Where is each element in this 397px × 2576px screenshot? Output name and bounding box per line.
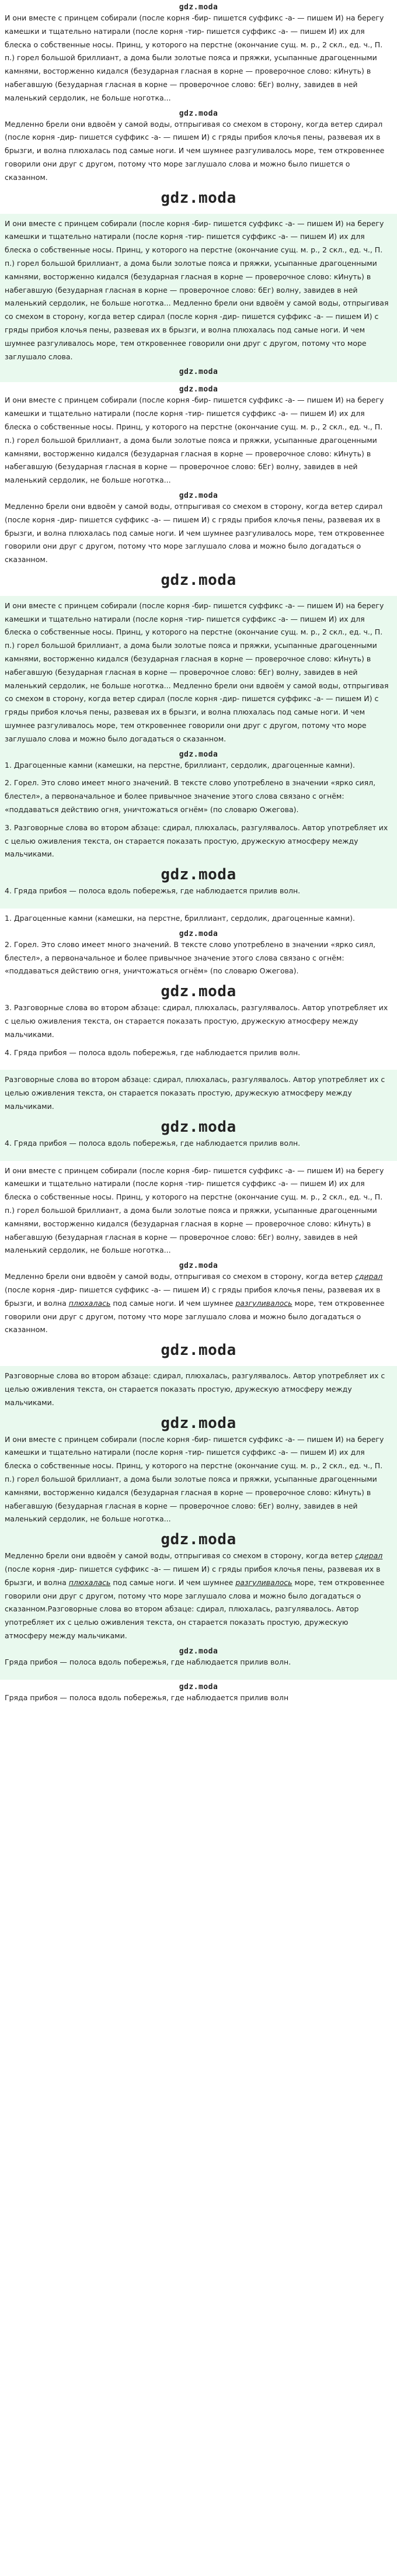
answer-block-2 bbox=[0, 214, 397, 383]
answer-block-4 bbox=[0, 596, 397, 909]
paragraph: Медленно брели они вдвоём у самой воды, отпрыгивая со смехом в сторону, когда ветер сдирал (после корня -дир- пишется суффикс -а- — пишем И) с гряды прибоя клочья пены, развевая их в брызги, и волна плюхалась под самые ноги. И чем шумнее разгуливалось море, тем откровеннее говорили они друг с другом, потому что море заглушало слова и можно было пишется о сказанном. bbox=[5, 119, 385, 182]
answer-block-6 bbox=[0, 1070, 397, 1160]
handwritten-word: разгуливалось bbox=[235, 1578, 292, 1587]
paragraph: Гряда прибоя — полоса вдоль побережья, где наблюдается прилив волн. bbox=[5, 1657, 291, 1666]
paragraph: И они вместе с принцем собирали (после корня -бир- пишется суффикс -а- — пишем И) на берегу камешки и тщательно натирали (после корня -тир- пишется суффикс -а- — пишем И) их для блеска о собственные носы. Принц, у которого на перстне (окончание сущ. м. р., 2 скл., ед. ч., П. п.) горел большой бриллиант, а дома были золотые пояса и пряжки, усыпанные драгоценными камнями, восторженно кидался (безударная гласная в корне — проверочное слово: кИнуть) в набегавшую (безударная гласная в корне — проверочное слово: бЕг) волну, завидев в ней маленький сердолик, не больше ноготка... Медленно брели они вдвоём у самой воды, отпрыгивая со смехом в сторону, когда ветер сдирал (после корня -дир- пишется суффикс -а- — пишем И) с гряды прибоя клочья пены, развевая их в брызги, и волна плюхалась под самые ноги. И чем шумнее разгуливалось море, тем откровеннее говорили они друг с другом, потому что море заглушало слова. bbox=[5, 219, 389, 361]
watermark: gdz.moda bbox=[179, 750, 218, 759]
paragraph bbox=[5, 1270, 392, 1337]
handwritten-word: сдирал bbox=[355, 1272, 383, 1281]
watermark: gdz.moda bbox=[179, 491, 218, 500]
watermark: gdz.moda bbox=[179, 1682, 218, 1691]
paragraph: И они вместе с принцем собирали (после корня -бир- пишется суффикс -а- — пишем И) на берегу камешки и тщательно натирали (после корня -тир- пишется суффикс -а- — пишем И) их для блеска о собственные носы. Принц, у которого на перстне (окончание сущ. м. р., 2 скл., ед. ч., П. п.) горел большой бриллиант, а дома были золотые пояса и пряжки, усыпанные драгоценными камнями, восторженно кидался (безударная гласная в корне — проверочное слово: кИнуть) в набегавшую (безударная гласная в корне — проверочное слово: бЕг) волну, завидев в ней маленький сердолик, не больше ноготка... bbox=[5, 1166, 384, 1255]
paragraph: 1. Драгоценные камни (камешки, на перстне, бриллиант, сердолик, драгоценные камни). bbox=[5, 760, 355, 769]
answer-block-8 bbox=[0, 1366, 397, 1679]
answer-block-1 bbox=[0, 0, 397, 214]
watermark: gdz.moda bbox=[161, 571, 236, 589]
handwritten-word: сдирал bbox=[355, 1551, 383, 1561]
paragraph: И они вместе с принцем собирали (после корня -бир- пишется суффикс -а- — пишем И) на берегу камешки и тщательно натирали (после корня -тир- пишется суффикс -а- — пишем И) их для блеска о собственные носы. Принц, у которого на перстне (окончание сущ. м. р., 2 скл., ед. ч., П. п.) горел большой бриллиант, а дома были золотые пояса и пряжки, усыпанные драгоценными камнями, восторженно кидался (безударная гласная в корне — проверочное слово: кИнуть) в набегавшую (безударная гласная в корне — проверочное слово: бЕг) волну, завидев в ней маленький сердолик, не больше ноготка... Медленно брели они вдвоём у самой воды, отпрыгивая со смехом в сторону, когда ветер сдирал (после корня -дир- пишется суффикс -а- — пишем И) с гряды прибоя клочья пены, развевая их в брызги, и волна плюхалась под самые ноги. И чем шумнее разгуливалось море, тем откровеннее говорили они друг с другом, потому что море заглушало слова и можно было догадаться о сказанном. bbox=[5, 601, 389, 743]
handwritten-word: плюхалась bbox=[68, 1298, 111, 1308]
paragraph: 4. Гряда прибоя — полоса вдоль побережья, где наблюдается прилив волн. bbox=[5, 886, 301, 896]
paragraph: И они вместе с принцем собирали (после корня -бир- пишется суффикс -а- — пишем И) на берегу камешки и тщательно натирали (после корня -тир- пишется суффикс -а- — пишем И) их для блеска о собственные носы. Принц, у которого на перстне (окончание сущ. м. р., 2 скл., ед. ч., П. п.) горел большой бриллиант, а дома были золотые пояса и пряжки, усыпанные драгоценными камнями, восторженно кидался (безударная гласная в корне — проверочное слово: кИнуть) в набегавшую (безударная гласная в корне — проверочное слово: бЕг) волну, завидев в ней маленький сердолик, не больше ноготка... bbox=[5, 1434, 384, 1524]
paragraph: 2. Горел. Это слово имеет много значений. В тексте слово употреблено в значении «ярко сиял, блестел», а первоначальное и более привычное значение этого слова связано с огнём: «поддаваться действию огня, уничтожаться огнём» (по словарю Ожегова). bbox=[5, 939, 376, 976]
paragraph: 3. Разговорные слова во втором абзаце: сдирал, плюхалась, разгулявалось. Автор употребляет их с целью оживления текста, он старается показать простую, дружескую атмосферу между мальчиками. bbox=[5, 1003, 388, 1039]
paragraph: 2. Горел. Это слово имеет много значений. В тексте слово употреблено в значении «ярко сиял, блестел», а первоначальное и более привычное значение этого слова связано с огнём: «поддаваться действию огня, уничтожаться огнём» (по словарю Ожегова). bbox=[5, 778, 376, 814]
paragraph: 4. Гряда прибоя — полоса вдоль побережья, где наблюдается прилив волн. bbox=[5, 1138, 301, 1147]
watermark: gdz.moda bbox=[161, 1118, 236, 1136]
answer-block-7 bbox=[0, 1161, 397, 1367]
watermark: gdz.moda bbox=[179, 367, 218, 377]
text-span: под самые ноги. И чем шумнее bbox=[110, 1298, 236, 1308]
watermark: gdz.moda bbox=[179, 1261, 218, 1271]
answer-block-3 bbox=[0, 382, 397, 596]
watermark: gdz.moda bbox=[161, 983, 236, 1001]
paragraph: Разговорные слова во втором абзаце: сдирал, плюхалась, разгулявалось. Автор употребляет их с целью оживления текста, он старается показать простую, дружескую атмосферу между мальчиками. bbox=[5, 1371, 385, 1407]
watermark: gdz.moda bbox=[179, 929, 218, 938]
paragraph bbox=[5, 1549, 392, 1643]
text-span: Медленно брели они вдвоём у самой воды, отпрыгивая со смехом в сторону, когда ветер bbox=[5, 1551, 356, 1561]
text-span: (после корня -дир- пишется суффикс -а- — пишем И) с гряды прибоя клочья пены, развевая их в брызги, и волна bbox=[5, 1285, 381, 1308]
watermark: gdz.moda bbox=[179, 109, 218, 118]
text-span: море, тем откровеннее говорили они друг с другом, потому что море заглушало слова и можно было догадаться о сказанном. bbox=[5, 1298, 385, 1334]
paragraph: 1. Драгоценные камни (камешки, на перстне, бриллиант, сердолик, драгоценные камни). bbox=[5, 914, 355, 923]
handwritten-word: разгуливалось bbox=[235, 1298, 292, 1308]
paragraph: Медленно брели они вдвоём у самой воды, отпрыгивая со смехом в сторону, когда ветер сдирал (после корня -дир- пишется суффикс -а- — пишем И) с гряды прибоя клочья пены, развевая их в брызги, и волна плюхалась под самые ноги. И чем шумнее разгуливалось море, тем откровеннее говорили они друг с другом, потому что море заглушало слова и можно было догадаться о сказанном. bbox=[5, 501, 385, 564]
answer-block-9 bbox=[0, 1680, 397, 1715]
watermark: gdz.moda bbox=[161, 189, 236, 207]
text-span: (после корня -дир- пишется суффикс -а- — пишем И) с гряды прибоя клочья пены, развевая их в брызги, и волна bbox=[5, 1564, 381, 1587]
watermark: gdz.moda bbox=[161, 866, 236, 884]
paragraph: И они вместе с принцем собирали (после корня -бир- пишется суффикс -а- — пишем И) на берегу камешки и тщательно натирали (после корня -тир- пишется суффикс -а- — пишем И) их для блеска о собственные носы. Принц, у которого на перстне (окончание сущ. м. р., 2 скл., ед. ч., П. п.) горел большой бриллиант, а дома были золотые пояса и пряжки, усыпанные драгоценными камнями, восторженно кидался (безударная гласная в корне — проверочное слово: кИнуть) в набегавшую (безударная гласная в корне — проверочное слово: бЕг) волну, завидев в ней маленький сердолик, не больше ноготка... bbox=[5, 396, 384, 485]
text-span: Медленно брели они вдвоём у самой воды, отпрыгивая со смехом в сторону, когда ветер bbox=[5, 1272, 356, 1281]
watermark: gdz.moda bbox=[161, 1414, 236, 1432]
paragraph: Разговорные слова во втором абзаце: сдирал, плюхалась, разгулявалось. Автор употребляет их с целью оживления текста, он старается показать простую, дружескую атмосферу между мальчиками. bbox=[5, 1075, 385, 1111]
handwritten-word: плюхалась bbox=[68, 1578, 111, 1587]
watermark: gdz.moda bbox=[161, 1531, 236, 1549]
watermark: gdz.moda bbox=[179, 1646, 218, 1656]
answer-block-5 bbox=[0, 909, 397, 1070]
watermark: gdz.moda bbox=[161, 1341, 236, 1360]
watermark: gdz.moda bbox=[179, 3, 218, 12]
text-span: под самые ноги. И чем шумнее bbox=[110, 1578, 236, 1587]
watermark: gdz.moda bbox=[179, 385, 218, 394]
paragraph: Гряда прибоя — полоса вдоль побережья, где наблюдается прилив волн bbox=[5, 1693, 289, 1702]
text-span: море, тем откровеннее говорили они друг с другом, потому что море заглушало слова и можно было догадаться о сказанном.Разговорные слова во втором абзаце: сдирал, плюхалась, разгулявалось. Автор употребляет их с целью оживления текста, он старается показать простую, дружескую атмосферу между мальчиками. bbox=[5, 1578, 385, 1640]
paragraph: И они вместе с принцем собирали (после корня -бир- пишется суффикс -а- — пишем И) на берегу камешки и тщательно натирали (после корня -тир- пишется суффикс -а- — пишем И) их для блеска о собственные носы. Принц, у которого на перстне (окончание сущ. м. р., 2 скл., ед. ч., П. п.) горел большой бриллиант, а дома были золотые пояса и пряжки, усыпанные драгоценными камнями, восторженно кидался (безударная гласная в корне — проверочное слово: кИнуть) в набегавшую (безударная гласная в корне — проверочное слово: бЕг) волну, завидев в ней маленький сердолик, не больше ноготка... bbox=[5, 13, 384, 102]
paragraph: 4. Гряда прибоя — полоса вдоль побережья, где наблюдается прилив волн. bbox=[5, 1048, 301, 1057]
paragraph: 3. Разговорные слова во втором абзаце: сдирал, плюхалась, разгулявалось. Автор употребляет их с целью оживления текста, он старается показать простую, дружескую атмосферу между мальчиками. bbox=[5, 823, 388, 859]
